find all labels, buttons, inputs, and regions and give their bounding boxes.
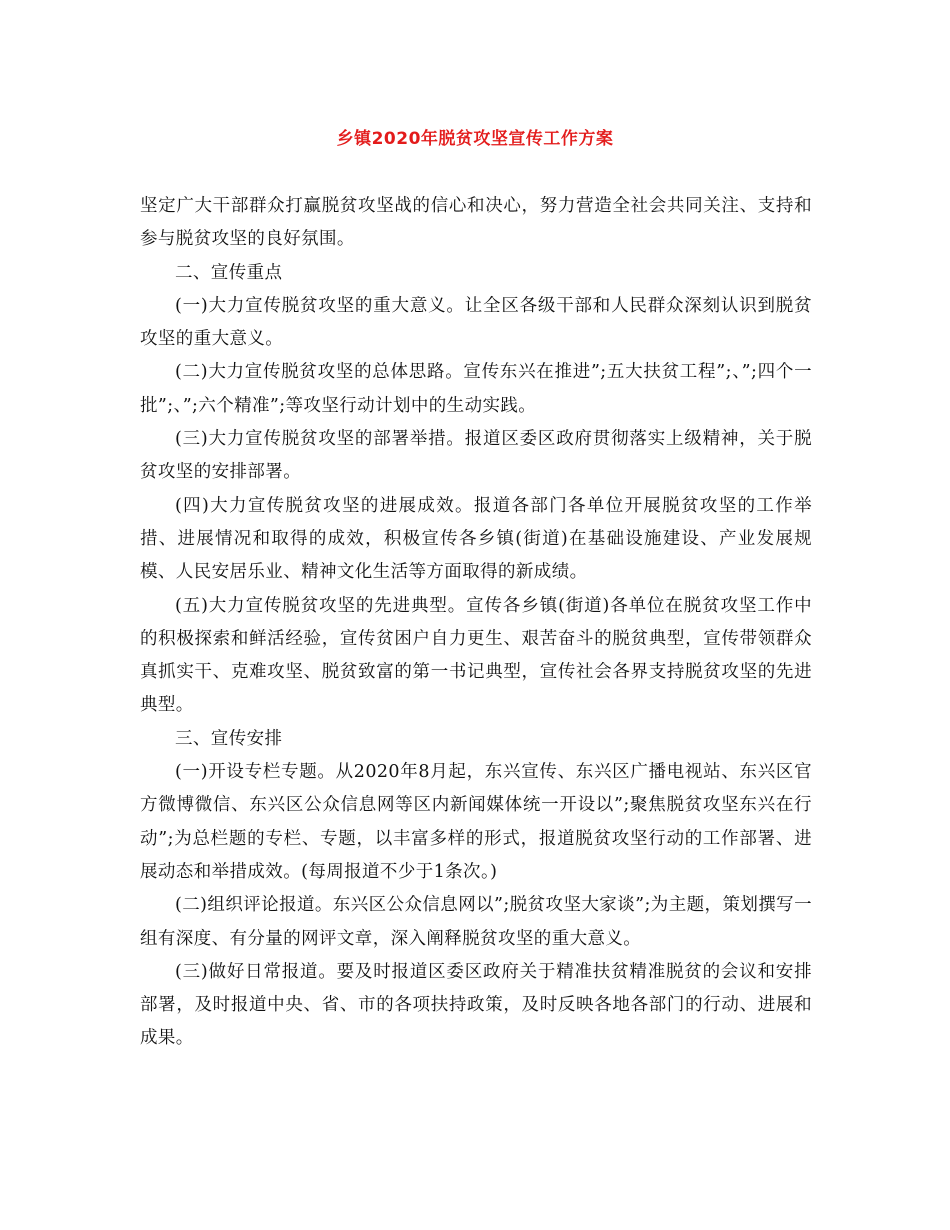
paragraph: (三)做好日常报道。要及时报道区委区政府关于精准扶贫精准脱贫的会议和安排部署，及时报道中央、省、市的各项扶持政策，及时反映各地各部门的行动、进展和成果。: [140, 961, 812, 1049]
document-body: [140, 190, 812, 1056]
paragraph: (四)大力宣传脱贫攻坚的进展成效。报道各部门各单位开展脱贫攻坚的工作举措、进展情况和取得的成效，积极宣传各乡镇(街道)在基础设施建设、产业发展规模、人民安居乐业、精神文化生活等方面取得的新成绩。: [140, 495, 812, 583]
paragraph: 坚定广大干部群众打赢脱贫攻坚战的信心和决心，努力营造全社会共同关注、支持和参与脱贫攻坚的良好氛围。: [140, 196, 812, 250]
paragraph: (一)开设专栏专题。从2020年8月起，东兴宣传、东兴区广播电视站、东兴区官方微博微信、东兴区公众信息网等区内新闻媒体统一开设以”;聚焦脱贫攻坚东兴在行动”;为总栏题的专栏、专题，以丰富多样的形式，报道脱贫攻坚行动的工作部署、进展动态和举措成效。(每周报道不少于1条次。): [140, 762, 812, 882]
paragraph: (二)大力宣传脱贫攻坚的总体思路。宣传东兴在推进”;五大扶贫工程”;、”;四个一批”;、”;六个精准”;等攻坚行动计划中的生动实践。: [140, 362, 812, 416]
document-title: 乡镇2020年脱贫攻坚宣传工作方案: [336, 129, 614, 149]
section-heading-publicity-focus: 二、宣传重点: [175, 262, 283, 283]
paragraph: (二)组织评论报道。东兴区公众信息网以”;脱贫攻坚大家谈”;为主题，策划撰写一组有深度、有分量的网评文章，深入阐释脱贫攻坚的重大意义。: [140, 895, 812, 949]
paragraph: (五)大力宣传脱贫攻坚的先进典型。宣传各乡镇(街道)各单位在脱贫攻坚工作中的积极探索和鲜活经验，宣传贫困户自力更生、艰苦奋斗的脱贫典型，宣传带领群众真抓实干、克难攻坚、脱贫致富的第一书记典型，宣传社会各界支持脱贫攻坚的先进典型。: [140, 595, 812, 716]
paragraph: (一)大力宣传脱贫攻坚的重大意义。让全区各级干部和人民群众深刻认识到脱贫攻坚的重大意义。: [140, 295, 812, 350]
paragraph: (三)大力宣传脱贫攻坚的部署举措。报道区委区政府贯彻落实上级精神，关于脱贫攻坚的安排部署。: [140, 429, 812, 483]
section-heading-publicity-arrangement: 三、宣传安排: [175, 728, 283, 749]
